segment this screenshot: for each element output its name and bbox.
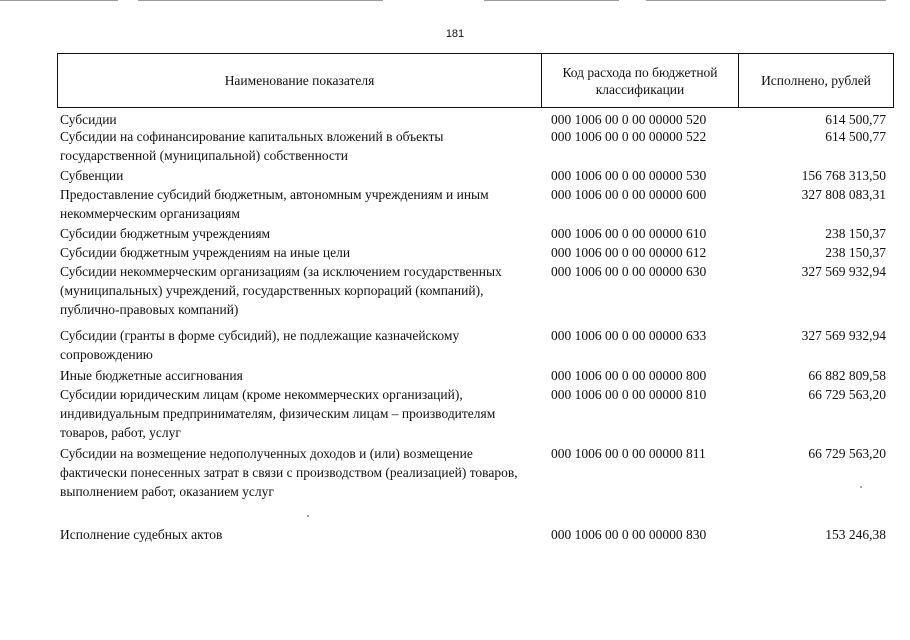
row-code: 000 1006 00 0 00 00000 811 bbox=[551, 446, 706, 461]
header-code: Код расхода по бюджетной классификации bbox=[542, 54, 739, 107]
row-name: Субсидии некоммерческим организациям (за исключением государственных (муниципальных) учреждений, государственных корпораций (компаний), публично-правовых компаний) bbox=[60, 264, 502, 317]
row-code: 000 1006 00 0 00 00000 810 bbox=[551, 387, 707, 402]
row-amount: 66 882 809,58 bbox=[808, 368, 886, 383]
row-name: Субсидии на софинансирование капитальных вложений в объекты государственной (муниципальной) собственности bbox=[60, 129, 444, 163]
row-amount: 327 569 932,94 bbox=[801, 264, 886, 279]
row-amount: 327 569 932,94 bbox=[801, 328, 886, 343]
page-number: 181 bbox=[445, 28, 465, 40]
scan-edge-line bbox=[484, 0, 619, 1]
row-amount: 327 808 083,31 bbox=[801, 187, 886, 202]
row-name: Исполнение судебных актов bbox=[60, 527, 223, 542]
row-name: Субсидии бюджетным учреждениям bbox=[60, 226, 271, 241]
row-name: Субвенции bbox=[60, 168, 124, 183]
header-executed: Исполнено, рублей bbox=[761, 73, 871, 88]
row-name: Субсидии bbox=[60, 112, 117, 127]
row-name: Субсидии (гранты в форме субсидий), не подлежащие казначейскому сопровождению bbox=[60, 328, 460, 362]
row-code: 000 1006 00 0 00 00000 633 bbox=[551, 328, 707, 343]
row-amount: 153 246,38 bbox=[825, 527, 886, 542]
row-amount: 66 729 563,20 bbox=[808, 446, 886, 461]
table-header bbox=[57, 53, 894, 108]
row-code: 000 1006 00 0 00 00000 800 bbox=[551, 368, 707, 383]
row-code: 000 1006 00 0 00 00000 610 bbox=[551, 226, 707, 241]
row-code: 000 1006 00 0 00 00000 530 bbox=[551, 168, 707, 183]
row-code: 000 1006 00 0 00 00000 520 bbox=[551, 112, 707, 127]
scan-edge-line bbox=[0, 0, 118, 1]
row-name: Субсидии бюджетным учреждениям на иные цели bbox=[60, 245, 351, 260]
row-amount: 156 768 313,50 bbox=[801, 168, 886, 183]
row-amount: 238 150,37 bbox=[825, 245, 886, 260]
row-code: 000 1006 00 0 00 00000 630 bbox=[551, 264, 707, 279]
scan-edge-line bbox=[138, 0, 383, 1]
scan-edge-line bbox=[646, 0, 886, 1]
scan-speck bbox=[307, 515, 309, 517]
row-amount: 614 500,77 bbox=[825, 112, 886, 127]
budget-execution-table bbox=[57, 53, 894, 542]
row-code: 000 1006 00 0 00 00000 612 bbox=[551, 245, 707, 260]
row-amount: 238 150,37 bbox=[825, 226, 886, 241]
row-name: Субсидии на возмещение недополученных доходов и (или) возмещение фактически понесенных затрат в связи с производством (реализацией) товаров, выполнением работ, оказанием услуг bbox=[60, 446, 518, 499]
row-amount: 614 500,77 bbox=[825, 129, 886, 144]
row-amount: 66 729 563,20 bbox=[808, 387, 886, 402]
scan-speck bbox=[860, 486, 862, 488]
row-name: Предоставление субсидий бюджетным, автономным учреждениям и иным некоммерческим организациям bbox=[60, 187, 489, 221]
row-code: 000 1006 00 0 00 00000 522 bbox=[551, 129, 707, 144]
row-code: 000 1006 00 0 00 00000 830 bbox=[551, 527, 707, 542]
row-name: Иные бюджетные ассигнования bbox=[60, 368, 243, 383]
row-name: Субсидии юридическим лицам (кроме некоммерческих организаций), индивидуальным предпринимателям, физическим лицам – производителям товаров, работ, услуг bbox=[60, 387, 496, 440]
row-code: 000 1006 00 0 00 00000 600 bbox=[551, 187, 707, 202]
header-name: Наименование показателя bbox=[58, 54, 542, 107]
